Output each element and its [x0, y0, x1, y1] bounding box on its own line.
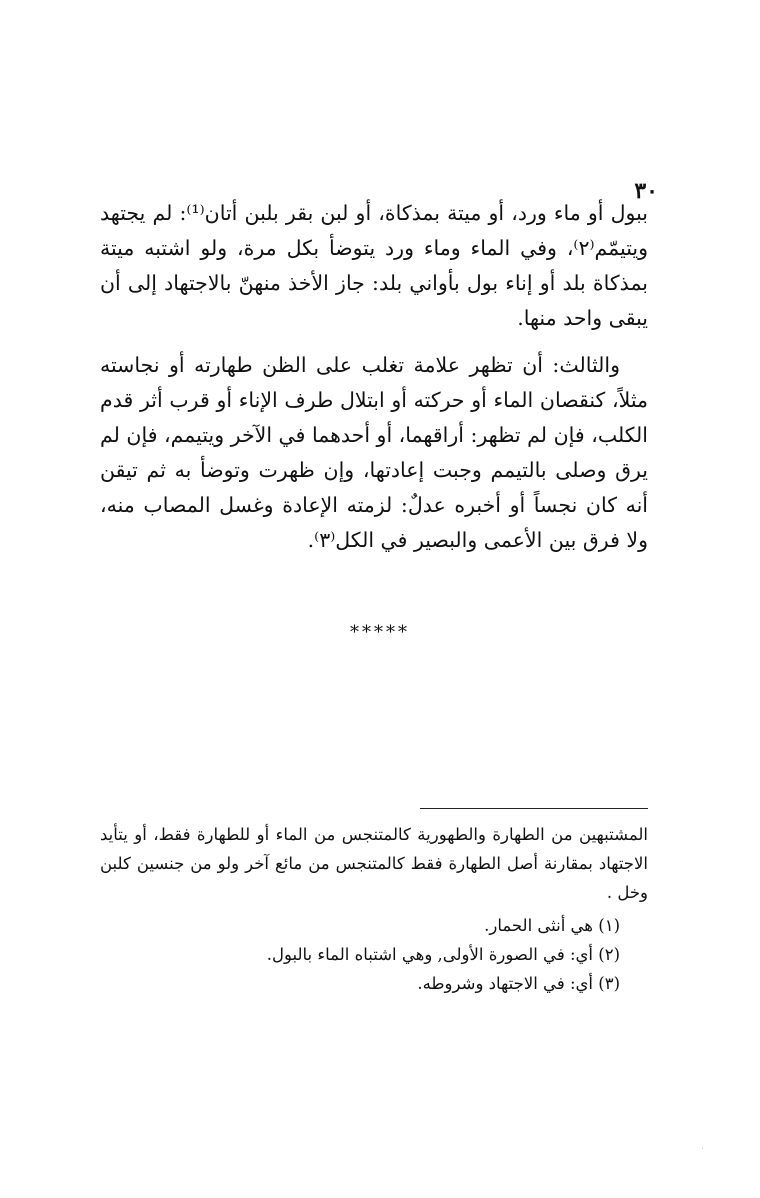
footnote-1: (١) هي أنثى الحمار.: [484, 916, 620, 935]
page-number: ٣٠: [634, 178, 658, 204]
footnote-3: (٣) أي: في الاجتهاد وشروطه.: [417, 974, 620, 993]
scan-speck: [702, 1148, 703, 1149]
body-paragraph-2: والثالث: أن تظهر علامة تغلب على الظن طهارته أو نجاسته مثلاً، كنقصان الماء أو حركته أو ابتلال طرف الإناء أو قرب أثر قدم الكلب، فإن لم تظهر: أراقهما، أو أحدهما في الآخر ويتيمم، فإن لم يرق وصلى بالتيمم وجبت إعادتها، وإن ظهرت وتوضأ به ثم تيقن أنه كان نجساً أو أخبره عدلٌ: لزمته الإعادة وغسل المصاب منه، ولا فرق بين الأعمى والبصير في الكل⁽٣⁾.: [100, 353, 648, 552]
footnotes: [100, 820, 648, 998]
body-paragraph-1: ببول أو ماء ورد، أو ميتة بمذكاة، أو لبن بقر بلبن أتان⁽¹⁾: لم يجتهد ويتيمّم⁽٢⁾، وفي الماء وماء ورد يتوضأ بكل مرة، ولو اشتبه ميتة بمذكاة بلد أو إناء بول بأواني بلد: جاز الأخذ منهنّ بالاجتهاد إلى أن يبقى واحد منها.: [100, 201, 648, 330]
main-text: [100, 196, 648, 558]
footnote-divider: [420, 808, 648, 809]
section-separator-stars: *****: [350, 622, 410, 643]
footnote-carryover: المشتبهين من الطهارة والطهورية كالمتنجس من الماء أو للطهارة فقط، أو يتأيد الاجتهاد بمقارنة أصل الطهارة فقط كالمتنجس من مائع آخر ولو من جنسين كلبن وخل .: [100, 825, 648, 902]
footnote-2: (٢) أي: في الصورة الأولى, وهي اشتباه الماء بالبول.: [266, 945, 620, 964]
